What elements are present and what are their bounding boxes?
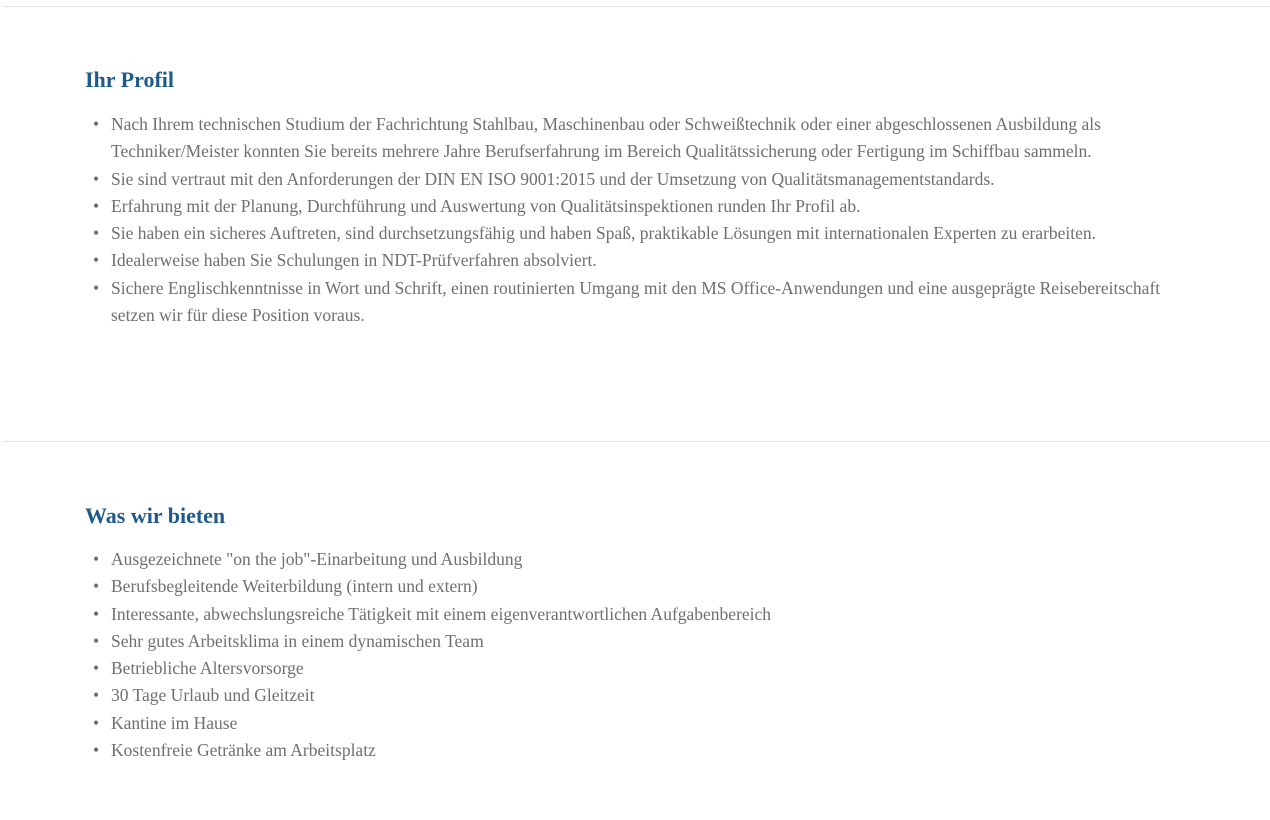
list-item [85, 220, 1195, 247]
list-item [85, 682, 1195, 709]
bullet-icon: • [93, 277, 100, 298]
bullet-icon: • [93, 630, 100, 651]
list-item-text: Sehr gutes Arbeitsklima in einem dynamischen Team [111, 630, 484, 651]
bullet-icon: • [93, 549, 100, 569]
list-item-text: Idealerweise haben Sie Schulungen in NDT-Prüfverfahren absolviert. [111, 250, 597, 271]
bullet-icon: • [93, 168, 100, 189]
list-item [85, 111, 1195, 166]
list-item-text: Sichere Englischkenntnisse in Wort und Schrift, einen routinierten Umgang mit den MS Office-Anwendungen und eine ausgeprägte Reisebereitschaft setzen wir für diese Position voraus. [111, 277, 1161, 326]
list-item-text: 30 Tage Urlaub und Gleitzeit [111, 685, 315, 706]
list-item-text: Betriebliche Altersvorsorge [111, 658, 304, 679]
bullet-icon: • [93, 740, 100, 761]
list-item [85, 573, 1195, 600]
bullet-icon: • [93, 603, 100, 624]
list-item [85, 546, 1195, 573]
section-divider [3, 441, 1270, 442]
bullet-icon: • [93, 223, 100, 244]
profile-heading: Ihr Profil [85, 67, 175, 92]
bullet-icon: • [93, 195, 100, 216]
bullet-icon: • [93, 576, 100, 597]
list-item [85, 655, 1195, 682]
bullet-icon: • [93, 685, 100, 706]
list-item [85, 601, 1195, 628]
profile-section [85, 66, 1195, 329]
list-item-text: Nach Ihrem technischen Studium der Fachrichtung Stahlbau, Maschinenbau oder Schweißtechnik oder einer abgeschlossenen Ausbildung als Techniker/Meister konnten Sie bereits mehrere Jahre Berufserfahrung im Bereich Qualitätssicherung oder Fertigung im Schiffbau sammeln. [111, 114, 1101, 162]
list-item [85, 628, 1195, 655]
offer-section [85, 502, 1195, 764]
offer-list [85, 546, 1195, 764]
list-item [85, 275, 1195, 330]
list-item-text: Sie haben ein sicheres Auftreten, sind durchsetzungsfähig und haben Spaß, praktikable Lösungen mit internationalen Experten zu erarbeiten. [111, 223, 1097, 244]
list-item-text: Berufsbegleitende Weiterbildung (intern und extern) [111, 576, 478, 597]
list-item [85, 193, 1195, 220]
list-item [85, 166, 1195, 193]
list-item-text: Ausgezeichnete "on the job"-Einarbeitung und Ausbildung [111, 549, 523, 569]
profile-list [85, 111, 1195, 329]
list-item-text: Kostenfreie Getränke am Arbeitsplatz [111, 740, 376, 761]
list-item-text: Erfahrung mit der Planung, Durchführung und Auswertung von Qualitätsinspektionen runden Ihr Profil ab. [111, 195, 861, 216]
list-item [85, 247, 1195, 274]
list-item-text: Kantine im Hause [111, 712, 238, 733]
offer-heading: Was wir bieten [85, 503, 226, 528]
bullet-icon: • [93, 114, 100, 134]
bullet-icon: • [93, 250, 100, 271]
bullet-icon: • [93, 658, 100, 679]
bullet-icon: • [93, 712, 100, 733]
list-item-text: Sie sind vertraut mit den Anforderungen der DIN EN ISO 9001:2015 und der Umsetzung von Qualitätsmanagementstandards. [111, 168, 995, 189]
top-divider [3, 6, 1270, 7]
list-item [85, 737, 1195, 764]
list-item [85, 710, 1195, 737]
list-item-text: Interessante, abwechslungsreiche Tätigkeit mit einem eigenverantwortlichen Aufgabenbereich [111, 603, 772, 624]
